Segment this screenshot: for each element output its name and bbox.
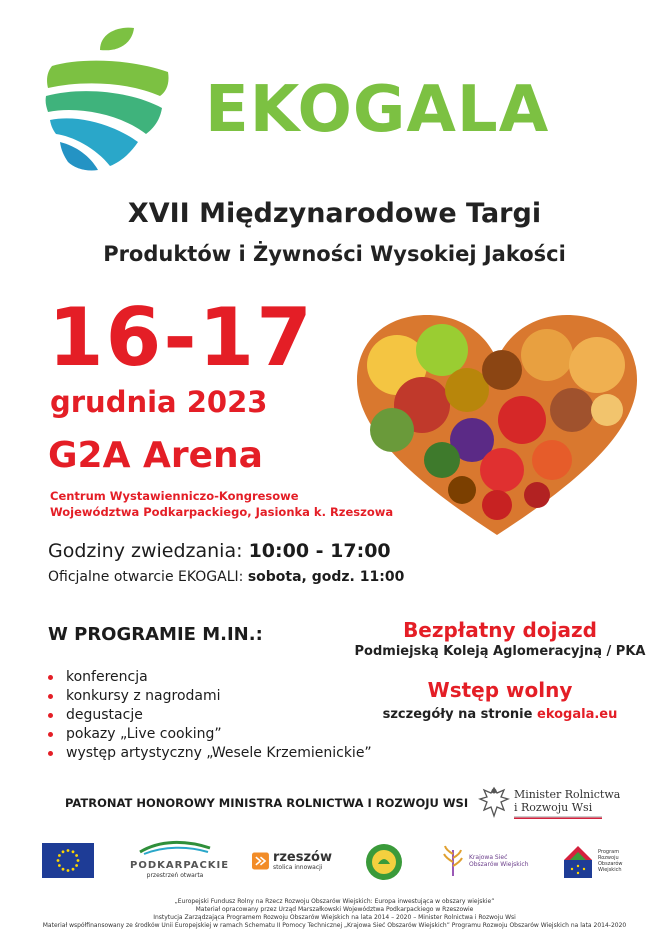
footer-line: Materiał współfinansowany ze środków Unii Europejskiej w ramach Schematu II Pomocy Technicznej „Krajowa Sieć Obszarów Wiejskich” Programu Rozwoju Obszarów Wiejskich na lata 2014-2020 bbox=[42, 922, 627, 929]
polish-eagle-icon bbox=[478, 784, 510, 820]
opening-value: sobota, godz. 11:00 bbox=[247, 569, 405, 585]
food-heart-image bbox=[352, 310, 642, 540]
rzeszow-logo: rzeszów stolica innowacji bbox=[252, 838, 332, 884]
prow-eu-flag-icon bbox=[560, 842, 596, 880]
event-title-line2: Produktów i Żywności Wysokiej Jakości bbox=[103, 242, 566, 266]
venue-desc-line2: Województwa Podkarpackiego, Jasionka k. Rzeszowa bbox=[50, 505, 394, 519]
free-transport-heading: Bezpłatny dojazd bbox=[403, 618, 597, 642]
programme-item: konferencja bbox=[48, 668, 372, 687]
programme-item: występ artystyczny „Wesele Krzemienickie” bbox=[48, 744, 372, 763]
programme-item: pokazy „Live cooking” bbox=[48, 725, 372, 744]
official-opening bbox=[48, 570, 404, 584]
venue-name: G2A Arena bbox=[48, 435, 263, 476]
footer-line: Materiał opracowany przez Urząd Marszałkowski Województwa Podkarpackiego w Rzeszowie bbox=[195, 906, 474, 913]
free-transport-desc: Podmiejską Koleją Aglomeracyjną / PKA bbox=[354, 644, 646, 659]
prow-logo: Program Rozwoju Obszarów Wiejskich bbox=[560, 838, 630, 884]
bullet-icon bbox=[48, 675, 53, 680]
programme-heading: W PROGRAMIE M.IN.: bbox=[48, 624, 263, 645]
bullet-icon bbox=[48, 713, 53, 718]
ksow-logo: Krajowa Sieć Obszarów Wiejskich bbox=[440, 838, 530, 884]
footer-line: „Europejski Fundusz Rolny na Rzecz Rozwoju Obszarów Wiejskich: Europa inwestująca w obszary wiejskie” bbox=[174, 898, 495, 905]
funding-footer bbox=[20, 898, 649, 930]
free-entry-heading: Wstęp wolny bbox=[427, 678, 573, 702]
honorary-patronage: PATRONAT HONOROWY MINISTRA ROLNICTWA I ROZWOJU WSI bbox=[65, 796, 469, 810]
podkarpackie-logo: PODKARPACKIE przestrzeń otwarta bbox=[130, 838, 220, 884]
opening-label: Oficjalne otwarcie EKOGALI: bbox=[48, 569, 244, 585]
bullet-icon bbox=[48, 732, 53, 737]
event-dates: 16-17 bbox=[48, 291, 314, 384]
polish-flag-stripe bbox=[514, 816, 602, 819]
ekogala-logo-icon bbox=[38, 22, 178, 182]
bullet-icon bbox=[48, 694, 53, 699]
round-green-emblem-icon bbox=[364, 842, 404, 882]
free-entry-desc bbox=[340, 708, 660, 721]
event-title-line1: XVII Międzynarodowe Targi bbox=[127, 198, 542, 229]
minister-name: Minister Rolnictwa i Rozwoju Wsi bbox=[514, 788, 621, 814]
entry-desc-text: szczegóły na stronie bbox=[382, 707, 533, 722]
website-link[interactable]: ekogala.eu bbox=[537, 707, 618, 722]
eu-flag-icon bbox=[42, 843, 94, 878]
footer-line: Instytucja Zarządzająca Programem Rozwoju Obszarów Wiejskich na lata 2014 – 2020 – Minister Rolnictwa i Rozwoju Wsi bbox=[153, 914, 516, 921]
programme-item: degustacje bbox=[48, 706, 372, 725]
podkarpackie-wave-icon bbox=[130, 838, 220, 856]
event-month-year: grudnia 2023 bbox=[50, 385, 268, 419]
programme-item: konkursy z nagrodami bbox=[48, 687, 372, 706]
rzeszow-mark-icon bbox=[252, 850, 269, 872]
brand-name: EKOGALA bbox=[205, 73, 550, 147]
visiting-hours bbox=[48, 542, 391, 561]
bullet-icon bbox=[48, 751, 53, 756]
venue-desc-line1: Centrum Wystawienniczo-Kongresowe bbox=[50, 489, 299, 503]
hours-label: Godziny zwiedzania: bbox=[48, 540, 243, 562]
programme-list bbox=[48, 668, 372, 763]
hours-value: 10:00 - 17:00 bbox=[248, 540, 391, 562]
wheat-icon bbox=[440, 844, 466, 878]
